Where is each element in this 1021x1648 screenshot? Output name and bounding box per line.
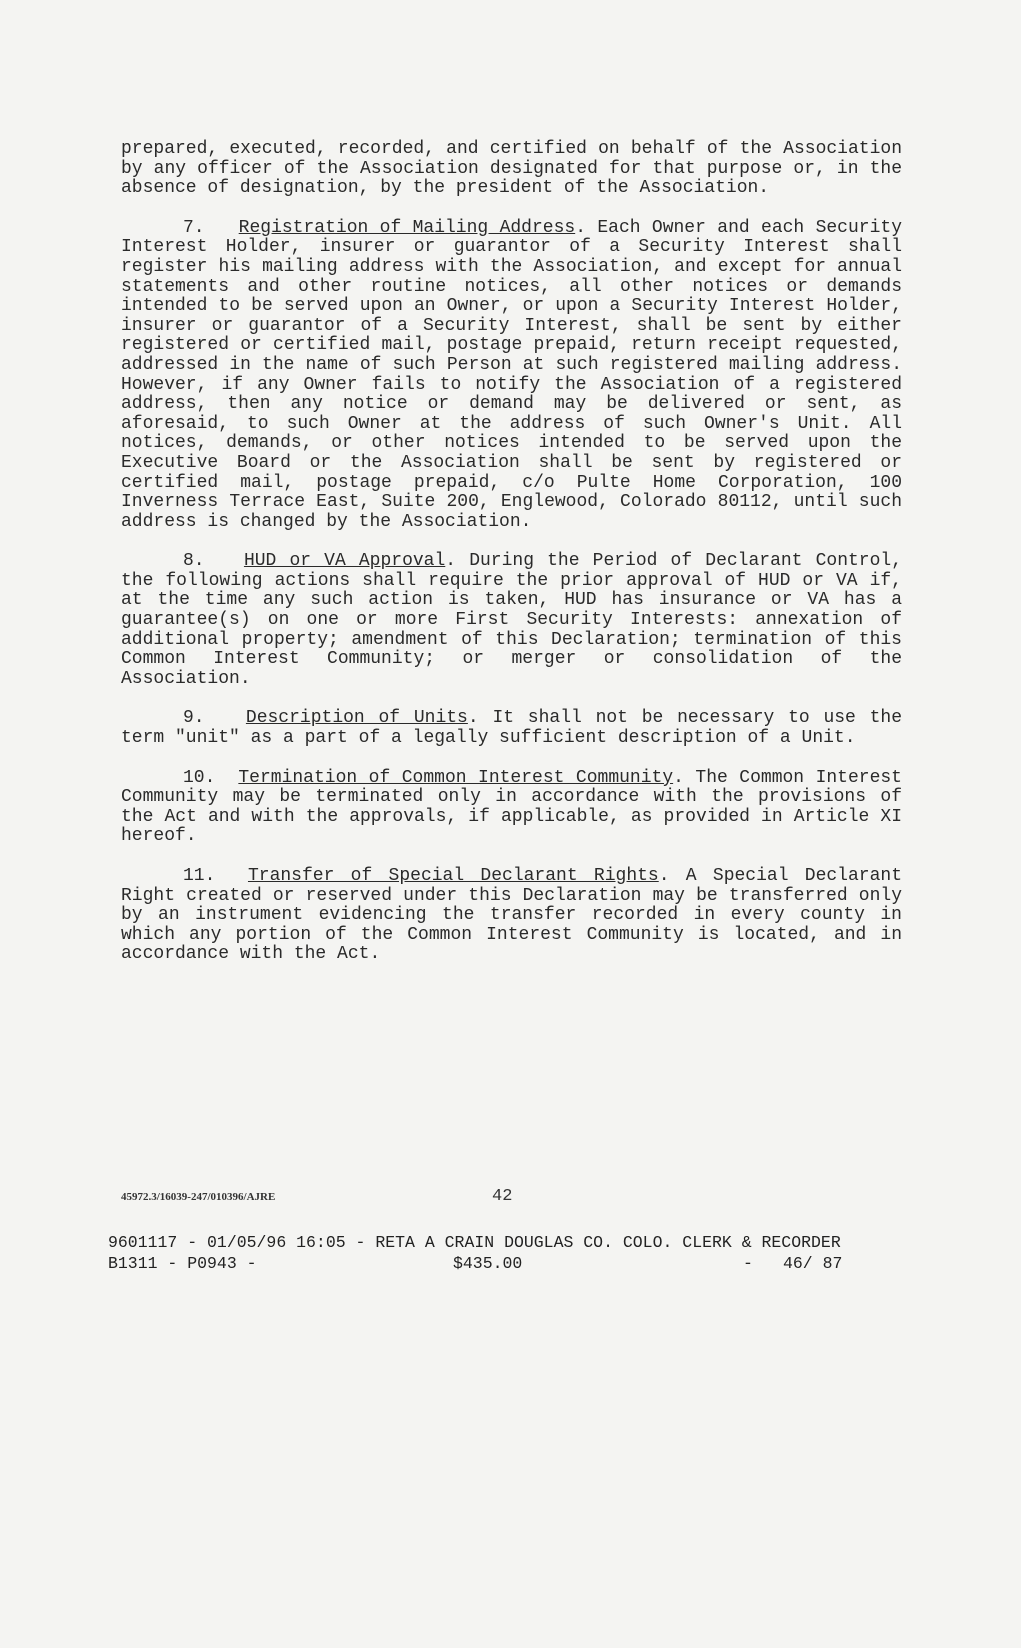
recorder-reception-info: 9601117 - 01/05/96 16:05 - RETA A CRAIN DOUGLAS CO. COLO. CLERK & RECORDER (108, 1233, 841, 1252)
paragraph-7 (121, 219, 902, 533)
document-body (121, 140, 902, 985)
paragraph-text: prepared, executed, recorded, and certified on behalf of the Association by any officer of the Association designated for that purpose or, in the absence of designation, by the president of the Association. (121, 139, 902, 199)
section-number: 7. (183, 217, 205, 238)
paragraph-continuation (121, 140, 902, 199)
section-heading: Termination of Common Interest Community (238, 767, 674, 788)
page-number: 42 (492, 1187, 513, 1206)
section-heading: Registration of Mailing Address (238, 217, 576, 238)
recorder-line-1 (108, 1232, 848, 1253)
recorder-dash: - (743, 1254, 753, 1273)
recorder-line-2 (108, 1253, 848, 1274)
paragraph-text: . The Common Interest Community may be terminated only in accordance with the provisions of the Act and with the approvals, if applicable, as provided in Article XI hereof. (121, 767, 902, 847)
paragraph-10 (121, 769, 902, 847)
section-number: 9. (183, 708, 205, 729)
section-heading: HUD or VA Approval (243, 551, 446, 572)
section-heading: Transfer of Special Declarant Rights (247, 866, 659, 886)
paragraph-8 (121, 552, 902, 689)
section-number: 10. (183, 767, 216, 788)
paragraph-text: . Each Owner and each Security Interest Holder, insurer or guarantor of a Security Interest shall register his mailing address with the Association, and except for annual statements and other routine notices, all other notices or demands intended to be served upon an Owner, or upon a Security Interest Holder, insurer or guarantor of a Security Interest, shall be sent by either registered or certified mail, postage prepaid, return receipt requested, addressed in the name of such Person at such registered mailing address. However, if any Owner fails to notify the Association of a registered address, then any notice or demand may be delivered or sent, as aforesaid, to such Owner at the address of such Owner's Unit. All notices, demands, or other notices intended to be served upon the Executive Board or the Association shall be sent by registered or certified mail, postage prepaid, c/o Pulte Home Corporation, 100 Inverness Terrace East, Suite 200, Englewood, Colorado 80112, until such address is changed by the Association. (121, 217, 902, 532)
paragraph-11 (121, 867, 902, 965)
recorder-sheet-count: 46/ 87 (783, 1254, 843, 1273)
section-number: 8. (183, 551, 205, 572)
paragraph-text: . During the Period of Declarant Control, the following actions shall require the prior approval of HUD or VA if, at the time any such action is taken, HUD has insurance or VA has a guarantee(s) on one or more First Security Interests: annexation of additional property; amendment of this Declaration; termination of this Common Interest Community; or merger or consolidation of the Association. (121, 551, 903, 689)
paragraph-text: . A Special Declarant Right created or reserved under this Declaration may be transferred only by an instrument evidencing the transfer recorded in every county in which any portion of the Common Interest Community is located, and in accordance with the Act. (121, 866, 902, 965)
recorder-stamp (108, 1232, 848, 1274)
paragraph-text: . It shall not be necessary to use the term "unit" as a part of a legally sufficient description of a Unit. (121, 708, 903, 749)
section-heading: Description of Units (245, 708, 468, 729)
paragraph-9 (121, 709, 902, 748)
section-number: 11. (183, 866, 216, 886)
document-code: 45972.3/16039-247/010396/AJRE (121, 1191, 276, 1203)
recorder-fee: $435.00 (453, 1254, 523, 1273)
recorder-book-page: B1311 - P0943 - (108, 1254, 257, 1273)
